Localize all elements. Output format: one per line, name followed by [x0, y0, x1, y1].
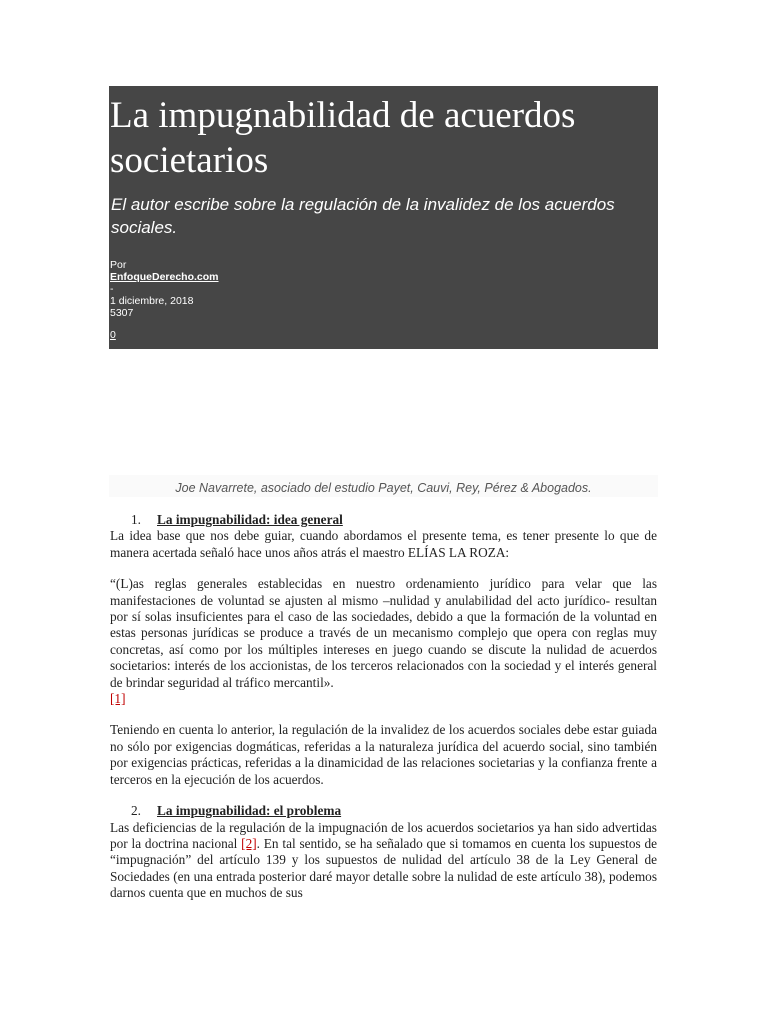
meta-separator: - — [110, 283, 114, 295]
section-heading-text: La impugnabilidad: el problema — [157, 803, 342, 819]
paragraph-text: Las deficiencias de la regulación de la impugnación de los acuerdos societarios ya han sido advertidas por la doctrina nacional — [110, 819, 657, 851]
section-heading — [110, 803, 657, 819]
image-caption: Joe Navarrete, asociado del estudio Payet, Cauvi, Rey, Pérez & Abogados. — [109, 475, 658, 497]
section-heading-text: La impugnabilidad: idea general — [157, 512, 343, 527]
article-title: La impugnabilidad de acuerdos societarios — [110, 95, 576, 181]
article-meta — [110, 259, 658, 341]
article-header — [109, 86, 658, 349]
paragraph: Teniendo en cuenta lo anterior, la regulación de la invalidez de los acuerdos sociales debe estar guiada no sólo por exigencias dogmáticas, referidas a la naturaleza jurídica del acuerdo social, sino también por exigencias prácticas, referidas a la dinamicidad de las relaciones societarias y la confianza frente a terceros en la ejecución de los acuerdos. — [110, 722, 657, 787]
paragraph-text: . En tal sentido, se ha señalado que si tomamos en cuenta los supuestos de “impugnación” del artículo 139 y los supuestos de nulidad del artículo 38 de la Ley General de Sociedades (en una entrada posterior daré mayor detalle sobre la nulidad de este artículo 38), podemos darnos cuenta que en muchos de sus — [110, 835, 658, 901]
footnote-link-2[interactable]: [2] — [241, 835, 257, 851]
comments-link[interactable]: 0 — [110, 329, 116, 341]
article-date: 1 diciembre, 2018 — [110, 295, 194, 307]
view-count: 5307 — [110, 307, 134, 319]
section-number: 1. — [131, 512, 141, 527]
section-heading — [110, 512, 657, 528]
article-body — [110, 512, 657, 902]
section-number: 2. — [131, 803, 141, 819]
paragraph — [110, 820, 657, 902]
paragraph: La idea base que nos debe guiar, cuando abordamos el presente tema, es tener presente lo que de manera acertada señaló hace unos años atrás el maestro ELÍAS LA ROZA: — [110, 528, 657, 560]
quote-paragraph: “(L)as reglas generales establecidas en nuestro ordenamiento jurídico para velar que las manifestaciones de voluntad se ajusten al mismo –nulidad y anulabilidad del acto jurídico- resultan por sí solas insuficientes para el caso de las sociedades, debido a que la formación de la voluntad en estas personas jurídicas se produce a través de un mecanismo complejo que opera con reglas muy concretas, así como por los múltiples intereses en juego cuando se discute la nulidad de acuerdos societarios: interés de los accionistas, de los terceros relacionados con la sociedad y el interés general de brindar seguridad al tráfico mercantil». — [110, 576, 657, 690]
by-label: Por — [110, 259, 127, 271]
article-subtitle: El autor escribe sobre la regulación de la invalidez de los acuerdos sociales. — [111, 195, 615, 237]
author-link[interactable]: EnfoqueDerecho.com — [110, 271, 219, 283]
footnote-link-1[interactable]: [1] — [110, 691, 126, 707]
